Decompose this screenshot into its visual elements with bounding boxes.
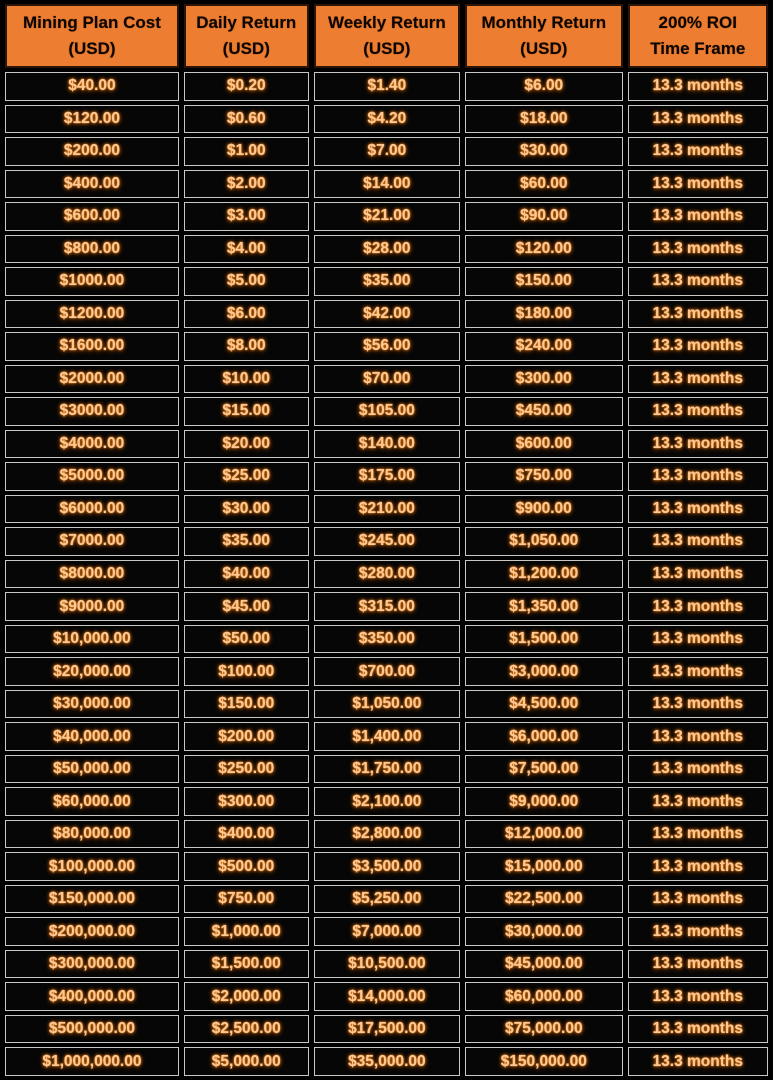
cell-monthly-return: $3,000.00 <box>465 657 623 686</box>
table-row <box>5 397 768 426</box>
table-row <box>5 137 768 166</box>
table-row <box>5 72 768 101</box>
cell-plan-cost: $4000.00 <box>5 430 179 459</box>
cell-weekly-return: $700.00 <box>314 657 460 686</box>
table-row <box>5 235 768 264</box>
header-label: Daily Return <box>196 12 297 32</box>
cell-daily-return: $750.00 <box>184 885 309 914</box>
header-sublabel: Time Frame <box>650 39 746 58</box>
cell-weekly-return: $42.00 <box>314 300 460 329</box>
cell-daily-return: $5,000.00 <box>184 1047 309 1076</box>
header-sublabel: (USD) <box>68 39 116 58</box>
cell-monthly-return: $240.00 <box>465 332 623 361</box>
cell-weekly-return: $2,800.00 <box>314 820 460 849</box>
table-row <box>5 722 768 751</box>
cell-roi-time-frame: 13.3 months <box>628 235 768 264</box>
cell-plan-cost: $40.00 <box>5 72 179 101</box>
cell-plan-cost: $400.00 <box>5 170 179 199</box>
cell-monthly-return: $900.00 <box>465 495 623 524</box>
cell-daily-return: $20.00 <box>184 430 309 459</box>
header-label: Mining Plan Cost <box>22 12 161 32</box>
cell-daily-return: $2,000.00 <box>184 982 309 1011</box>
cell-weekly-return: $5,250.00 <box>314 885 460 914</box>
cell-plan-cost: $30,000.00 <box>5 690 179 719</box>
table-row <box>5 982 768 1011</box>
table-row <box>5 430 768 459</box>
cell-roi-time-frame: 13.3 months <box>628 300 768 329</box>
table-header-row <box>5 4 768 68</box>
cell-roi-time-frame: 13.3 months <box>628 1047 768 1076</box>
cell-roi-time-frame: 13.3 months <box>628 202 768 231</box>
table-row <box>5 300 768 329</box>
cell-daily-return: $0.60 <box>184 105 309 134</box>
table-row <box>5 170 768 199</box>
header-cell-monthly-return <box>465 4 623 68</box>
cell-roi-time-frame: 13.3 months <box>628 397 768 426</box>
cell-monthly-return: $9,000.00 <box>465 787 623 816</box>
cell-daily-return: $15.00 <box>184 397 309 426</box>
cell-roi-time-frame: 13.3 months <box>628 917 768 946</box>
cell-monthly-return: $12,000.00 <box>465 820 623 849</box>
cell-plan-cost: $600.00 <box>5 202 179 231</box>
cell-monthly-return: $1,500.00 <box>465 625 623 654</box>
cell-roi-time-frame: 13.3 months <box>628 787 768 816</box>
cell-monthly-return: $4,500.00 <box>465 690 623 719</box>
cell-daily-return: $400.00 <box>184 820 309 849</box>
cell-monthly-return: $180.00 <box>465 300 623 329</box>
table-row <box>5 690 768 719</box>
cell-plan-cost: $5000.00 <box>5 462 179 491</box>
cell-weekly-return: $210.00 <box>314 495 460 524</box>
table-row <box>5 267 768 296</box>
cell-monthly-return: $60,000.00 <box>465 982 623 1011</box>
table-row <box>5 755 768 784</box>
cell-daily-return: $5.00 <box>184 267 309 296</box>
cell-daily-return: $200.00 <box>184 722 309 751</box>
cell-plan-cost: $150,000.00 <box>5 885 179 914</box>
cell-monthly-return: $150.00 <box>465 267 623 296</box>
cell-roi-time-frame: 13.3 months <box>628 1015 768 1044</box>
cell-daily-return: $500.00 <box>184 852 309 881</box>
header-label: 200% ROI <box>658 12 737 32</box>
table-row <box>5 202 768 231</box>
cell-weekly-return: $175.00 <box>314 462 460 491</box>
cell-monthly-return: $1,350.00 <box>465 592 623 621</box>
cell-roi-time-frame: 13.3 months <box>628 657 768 686</box>
cell-weekly-return: $35,000.00 <box>314 1047 460 1076</box>
cell-weekly-return: $7.00 <box>314 137 460 166</box>
cell-daily-return: $40.00 <box>184 560 309 589</box>
table-row <box>5 592 768 621</box>
cell-daily-return: $100.00 <box>184 657 309 686</box>
cell-weekly-return: $350.00 <box>314 625 460 654</box>
cell-plan-cost: $200,000.00 <box>5 917 179 946</box>
cell-weekly-return: $17,500.00 <box>314 1015 460 1044</box>
header-label: Weekly Return <box>327 12 446 32</box>
cell-monthly-return: $6.00 <box>465 72 623 101</box>
cell-daily-return: $1.00 <box>184 137 309 166</box>
cell-daily-return: $10.00 <box>184 365 309 394</box>
table-row <box>5 657 768 686</box>
cell-plan-cost: $200.00 <box>5 137 179 166</box>
cell-roi-time-frame: 13.3 months <box>628 365 768 394</box>
table-row <box>5 950 768 979</box>
header-sublabel: (USD) <box>520 39 568 58</box>
table-row <box>5 527 768 556</box>
cell-plan-cost: $50,000.00 <box>5 755 179 784</box>
cell-weekly-return: $280.00 <box>314 560 460 589</box>
table-row <box>5 625 768 654</box>
cell-monthly-return: $60.00 <box>465 170 623 199</box>
cell-monthly-return: $1,050.00 <box>465 527 623 556</box>
cell-weekly-return: $21.00 <box>314 202 460 231</box>
cell-monthly-return: $120.00 <box>465 235 623 264</box>
table-row <box>5 560 768 589</box>
cell-weekly-return: $14.00 <box>314 170 460 199</box>
cell-daily-return: $3.00 <box>184 202 309 231</box>
cell-plan-cost: $300,000.00 <box>5 950 179 979</box>
cell-roi-time-frame: 13.3 months <box>628 820 768 849</box>
cell-plan-cost: $2000.00 <box>5 365 179 394</box>
cell-weekly-return: $315.00 <box>314 592 460 621</box>
cell-daily-return: $8.00 <box>184 332 309 361</box>
table-row <box>5 105 768 134</box>
cell-roi-time-frame: 13.3 months <box>628 170 768 199</box>
cell-roi-time-frame: 13.3 months <box>628 755 768 784</box>
cell-weekly-return: $140.00 <box>314 430 460 459</box>
table-row <box>5 787 768 816</box>
cell-plan-cost: $1,000,000.00 <box>5 1047 179 1076</box>
cell-roi-time-frame: 13.3 months <box>628 495 768 524</box>
cell-daily-return: $0.20 <box>184 72 309 101</box>
cell-roi-time-frame: 13.3 months <box>628 332 768 361</box>
cell-weekly-return: $245.00 <box>314 527 460 556</box>
table-row <box>5 462 768 491</box>
cell-plan-cost: $400,000.00 <box>5 982 179 1011</box>
table-row <box>5 1047 768 1076</box>
cell-roi-time-frame: 13.3 months <box>628 690 768 719</box>
table-row <box>5 365 768 394</box>
cell-weekly-return: $1,400.00 <box>314 722 460 751</box>
table-row <box>5 820 768 849</box>
cell-roi-time-frame: 13.3 months <box>628 950 768 979</box>
cell-weekly-return: $10,500.00 <box>314 950 460 979</box>
cell-plan-cost: $100,000.00 <box>5 852 179 881</box>
cell-weekly-return: $1,050.00 <box>314 690 460 719</box>
cell-daily-return: $4.00 <box>184 235 309 264</box>
cell-roi-time-frame: 13.3 months <box>628 72 768 101</box>
cell-plan-cost: $1000.00 <box>5 267 179 296</box>
cell-daily-return: $1,500.00 <box>184 950 309 979</box>
cell-roi-time-frame: 13.3 months <box>628 137 768 166</box>
header-label: Monthly Return <box>481 12 607 32</box>
cell-daily-return: $45.00 <box>184 592 309 621</box>
cell-weekly-return: $35.00 <box>314 267 460 296</box>
header-cell-daily-return <box>184 4 309 68</box>
cell-monthly-return: $600.00 <box>465 430 623 459</box>
cell-roi-time-frame: 13.3 months <box>628 885 768 914</box>
table-row <box>5 495 768 524</box>
cell-weekly-return: $1,750.00 <box>314 755 460 784</box>
cell-plan-cost: $10,000.00 <box>5 625 179 654</box>
cell-plan-cost: $60,000.00 <box>5 787 179 816</box>
header-sublabel: (USD) <box>222 39 270 58</box>
header-cell-weekly-return <box>314 4 460 68</box>
header-cell-mining-plan-cost <box>5 4 179 68</box>
table-row <box>5 885 768 914</box>
cell-plan-cost: $8000.00 <box>5 560 179 589</box>
cell-daily-return: $50.00 <box>184 625 309 654</box>
cell-monthly-return: $450.00 <box>465 397 623 426</box>
cell-monthly-return: $300.00 <box>465 365 623 394</box>
cell-plan-cost: $20,000.00 <box>5 657 179 686</box>
cell-daily-return: $150.00 <box>184 690 309 719</box>
cell-roi-time-frame: 13.3 months <box>628 267 768 296</box>
cell-monthly-return: $45,000.00 <box>465 950 623 979</box>
cell-daily-return: $300.00 <box>184 787 309 816</box>
table-row <box>5 852 768 881</box>
cell-roi-time-frame: 13.3 months <box>628 560 768 589</box>
cell-roi-time-frame: 13.3 months <box>628 982 768 1011</box>
table-row <box>5 332 768 361</box>
cell-weekly-return: $3,500.00 <box>314 852 460 881</box>
table-row <box>5 917 768 946</box>
cell-roi-time-frame: 13.3 months <box>628 462 768 491</box>
cell-monthly-return: $90.00 <box>465 202 623 231</box>
cell-weekly-return: $28.00 <box>314 235 460 264</box>
cell-plan-cost: $1200.00 <box>5 300 179 329</box>
cell-plan-cost: $800.00 <box>5 235 179 264</box>
cell-monthly-return: $150,000.00 <box>465 1047 623 1076</box>
cell-monthly-return: $22,500.00 <box>465 885 623 914</box>
cell-weekly-return: $1.40 <box>314 72 460 101</box>
cell-daily-return: $25.00 <box>184 462 309 491</box>
cell-monthly-return: $30.00 <box>465 137 623 166</box>
cell-weekly-return: $7,000.00 <box>314 917 460 946</box>
cell-plan-cost: $7000.00 <box>5 527 179 556</box>
cell-plan-cost: $3000.00 <box>5 397 179 426</box>
cell-roi-time-frame: 13.3 months <box>628 592 768 621</box>
cell-weekly-return: $105.00 <box>314 397 460 426</box>
cell-daily-return: $35.00 <box>184 527 309 556</box>
cell-monthly-return: $6,000.00 <box>465 722 623 751</box>
header-sublabel: (USD) <box>363 39 411 58</box>
header-cell-roi-time-frame <box>628 4 768 68</box>
cell-monthly-return: $18.00 <box>465 105 623 134</box>
cell-daily-return: $6.00 <box>184 300 309 329</box>
cell-plan-cost: $80,000.00 <box>5 820 179 849</box>
cell-roi-time-frame: 13.3 months <box>628 105 768 134</box>
cell-monthly-return: $75,000.00 <box>465 1015 623 1044</box>
cell-plan-cost: $1600.00 <box>5 332 179 361</box>
cell-weekly-return: $14,000.00 <box>314 982 460 1011</box>
cell-daily-return: $1,000.00 <box>184 917 309 946</box>
cell-monthly-return: $750.00 <box>465 462 623 491</box>
cell-plan-cost: $6000.00 <box>5 495 179 524</box>
cell-roi-time-frame: 13.3 months <box>628 852 768 881</box>
cell-monthly-return: $30,000.00 <box>465 917 623 946</box>
cell-daily-return: $250.00 <box>184 755 309 784</box>
cell-roi-time-frame: 13.3 months <box>628 430 768 459</box>
cell-roi-time-frame: 13.3 months <box>628 625 768 654</box>
cell-roi-time-frame: 13.3 months <box>628 527 768 556</box>
cell-monthly-return: $1,200.00 <box>465 560 623 589</box>
table-body <box>5 72 768 1076</box>
cell-daily-return: $2,500.00 <box>184 1015 309 1044</box>
cell-daily-return: $30.00 <box>184 495 309 524</box>
cell-plan-cost: $120.00 <box>5 105 179 134</box>
cell-plan-cost: $40,000.00 <box>5 722 179 751</box>
table-row <box>5 1015 768 1044</box>
cell-plan-cost: $500,000.00 <box>5 1015 179 1044</box>
cell-roi-time-frame: 13.3 months <box>628 722 768 751</box>
cell-weekly-return: $2,100.00 <box>314 787 460 816</box>
cell-plan-cost: $9000.00 <box>5 592 179 621</box>
cell-weekly-return: $56.00 <box>314 332 460 361</box>
cell-monthly-return: $15,000.00 <box>465 852 623 881</box>
cell-weekly-return: $70.00 <box>314 365 460 394</box>
cell-monthly-return: $7,500.00 <box>465 755 623 784</box>
cell-daily-return: $2.00 <box>184 170 309 199</box>
cell-weekly-return: $4.20 <box>314 105 460 134</box>
